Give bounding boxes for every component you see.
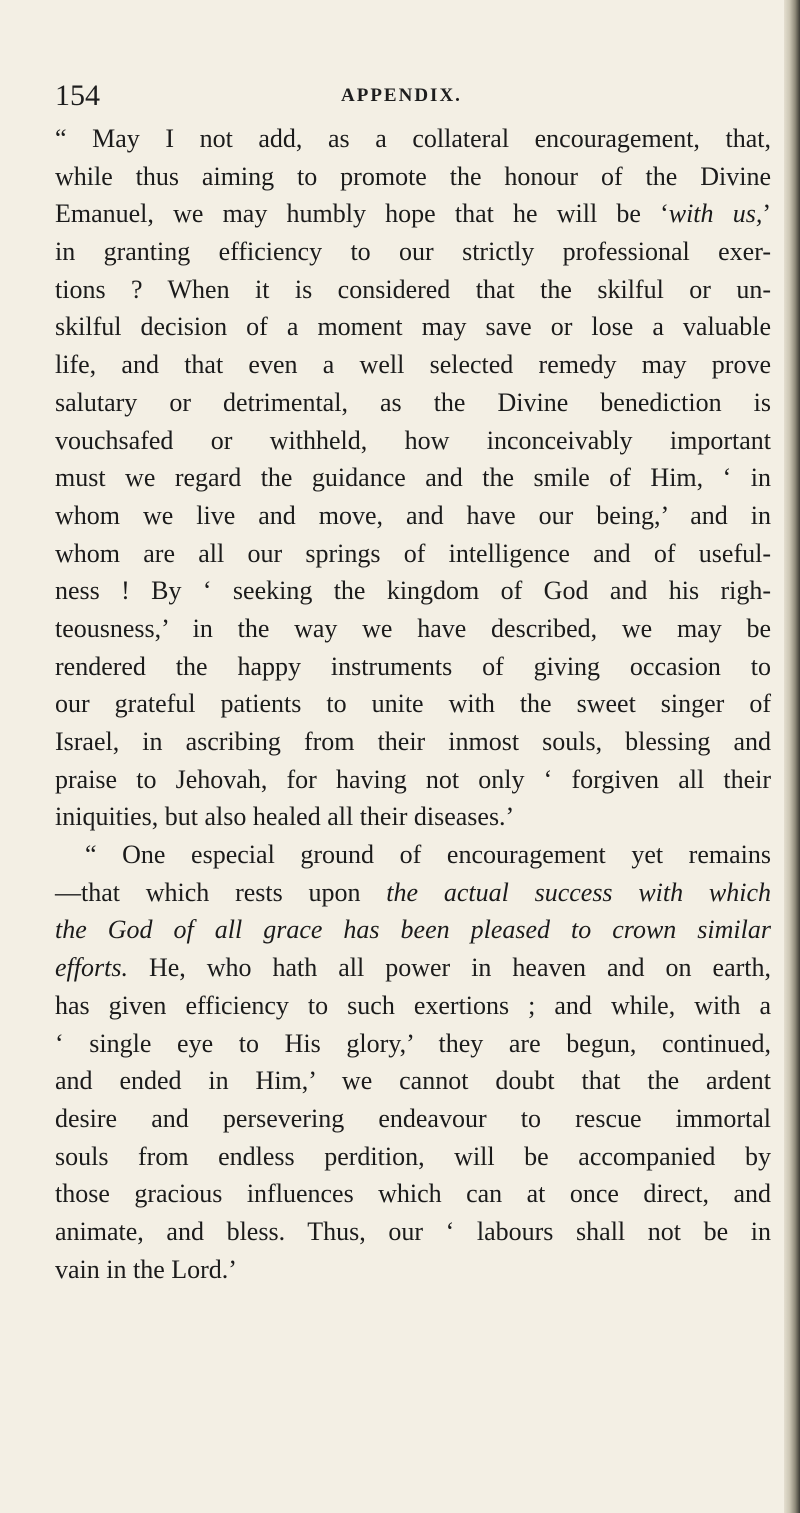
italic-phrase: efforts. [55, 953, 128, 983]
text-line: “ One especial ground of encouragement yet remains [85, 840, 771, 870]
page-header [55, 76, 775, 116]
text-line: whom are all our springs of intelligence and of useful- [55, 538, 771, 568]
text-line: rendered the happy instruments of giving occasion to [55, 651, 771, 681]
text-line: “ May I not add, as a collateral encouragement, that, [55, 124, 771, 153]
text-line: life, and that even a well selected remedy may prove [55, 350, 771, 380]
italic-phrase: the God of all grace has been pleased to crown similar [55, 915, 771, 945]
text-line: teousness,’ in the way we have described, we may be [55, 613, 771, 643]
text-line: animate, and bless. Thus, our ‘ labours shall not be in [55, 1216, 771, 1246]
text-line: Israel, in ascribing from their inmost souls, blessing and [55, 727, 771, 756]
body-text [55, 120, 771, 1288]
text-line: salutary or detrimental, as the Divine benediction is [55, 387, 771, 417]
text-line: whom we live and move, and have our being,’ and in [55, 500, 771, 530]
running-head: APPENDIX. [341, 85, 462, 106]
text-line: —that which rests upon the actual success with which [55, 877, 771, 907]
text-line: vouchsafed or withheld, how inconceivably important [55, 425, 771, 455]
text-line: efforts. He, who hath all power in heaven and on earth, [55, 953, 771, 983]
page-edge-shadow [784, 0, 800, 1513]
italic-phrase: the actual success with which [386, 877, 771, 907]
text-line: in granting efficiency to our strictly professional exer- [55, 237, 771, 267]
text-line: Emanuel, we may humbly hope that he will be ‘with us,’ [55, 199, 771, 229]
text-line [55, 911, 771, 949]
text-line: souls from endless perdition, will be accompanied by [55, 1141, 771, 1171]
text-line: has given efficiency to such exertions ; and while, with a [55, 990, 771, 1020]
text-line: and ended in Him,’ we cannot doubt that the ardent [55, 1066, 771, 1096]
text-line: our grateful patients to unite with the sweet singer of [55, 689, 771, 719]
text-line: ness ! By ‘ seeking the kingdom of God and his righ- [55, 576, 771, 606]
text-line: tions ? When it is considered that the skilful or un- [55, 274, 771, 304]
text-line: vain in the Lord.’ [55, 1254, 237, 1284]
text-line: iniquities, but also healed all their diseases.’ [55, 802, 515, 832]
text-line: while thus aiming to promote the honour of the Divine [55, 161, 771, 191]
text-line: ‘ single eye to His glory,’ they are begun, continued, [55, 1028, 771, 1058]
italic-phrase: with us, [668, 199, 763, 229]
text-line: those gracious influences which can at once direct, and [55, 1179, 771, 1209]
page-number: 154 [55, 79, 100, 112]
text-line: skilful decision of a moment may save or lose a valuable [55, 312, 771, 342]
text-line: desire and persevering endeavour to rescue immortal [55, 1103, 771, 1133]
text-line: must we regard the guidance and the smile of Him, ‘ in [55, 463, 771, 493]
text-line: praise to Jehovah, for having not only ‘ forgiven all their [55, 764, 771, 794]
